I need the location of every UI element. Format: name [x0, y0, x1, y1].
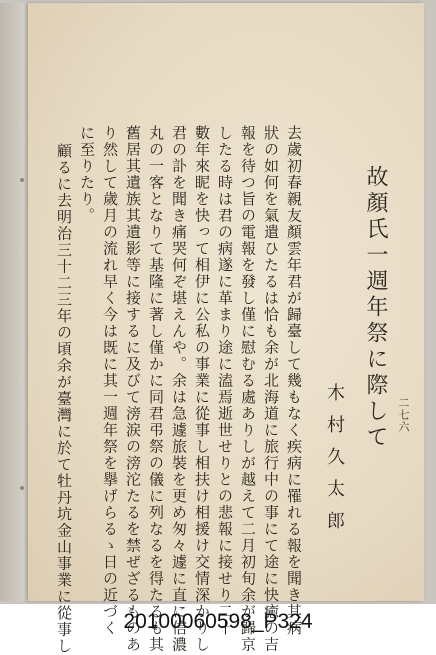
body-text-line: り然して歲月の流れ早く今は既に其一週年祭を擧げらるゝ日の近づく	[101, 125, 119, 637]
body-text-line: 君の訃を聞き痛哭何ぞ堪えんや。余は急遽旅裝を更め匆々遽に直に信濃	[170, 125, 188, 653]
article-title: 故顏氏一週年祭に際して	[363, 165, 388, 451]
article-author: 木村久太郎	[324, 383, 345, 543]
body-text-line: 狀の如何を氣遣ひたるは恰も余が北海道に旅行中の事にて途に快癒の吉	[262, 125, 280, 653]
page-number: 二七六	[397, 397, 410, 433]
body-text-line: 去歲初春親友顏雲年君が歸臺して幾もなく疾病に罹れる報を聞き其病	[285, 125, 303, 637]
body-text-line: したる時は君の病遂に革まり途に溘焉逝世せりとの悲報に接せり二十	[216, 125, 234, 637]
body-text-line: 顧るに去明治三十二三年の頃余が臺灣に於て牡丹坑金山事業に從事し	[55, 143, 73, 655]
image-caption: 20100060598_P324	[123, 610, 313, 633]
body-text-line: に至りたり。	[78, 125, 96, 224]
body-text-line: 舊居其遺族其遺影等に接するに及びて滂涙の滂沱たるを禁ぜざるものあ	[124, 125, 142, 653]
binding-hole-mark	[20, 178, 24, 182]
body-text-line: 數年來眤を快って相伊に公私の事業に從事し相扶け相援け交情深かりし	[193, 125, 211, 653]
binding-hole-mark	[20, 486, 24, 490]
body-text-line: 丸の一客となりて基隆に著し僅かに同君弔祭の儀に列なるを得たるも其	[147, 125, 165, 653]
body-text-line: 報を待つ旨の電報を發し僅に慰むる處ありしが越えて二月初旬余が歸京	[239, 125, 257, 653]
